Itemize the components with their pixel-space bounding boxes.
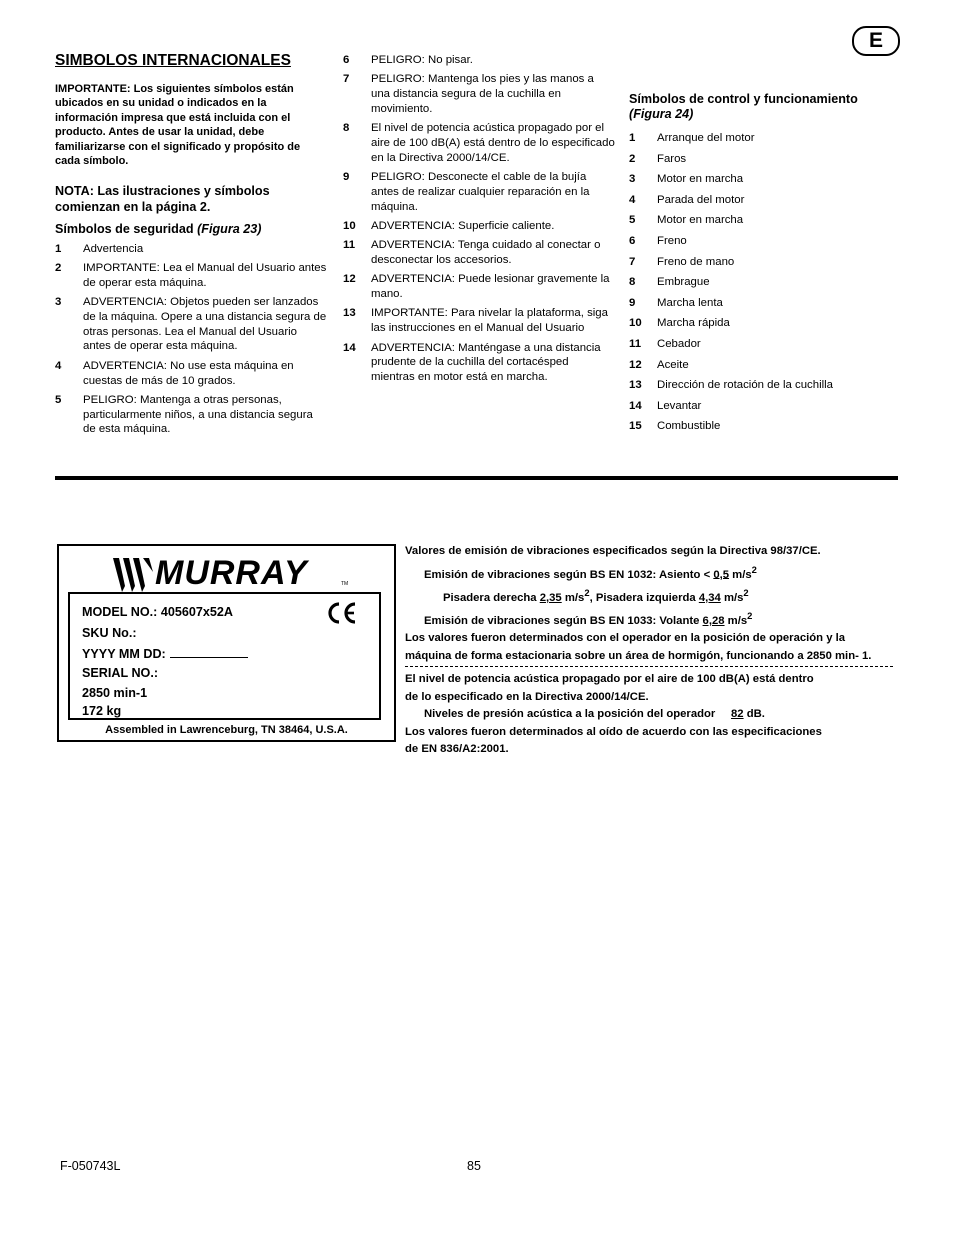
item-number: 8	[343, 122, 350, 135]
list-item	[629, 234, 897, 249]
list-item	[343, 238, 615, 268]
sound-pressure-value: 82	[731, 708, 744, 721]
list-item	[55, 359, 327, 389]
footrest-vibration: Pisadera derecha 2,35 $m/s^2$, Pisadera izquierda 4,34 $m/s^2$	[443, 586, 749, 604]
manufacture-date: YYYY MM DD:	[82, 646, 248, 661]
item-text: IMPORTANTE: Para nivelar la plataforma, siga las instrucciones en el Manual del Usuario	[371, 307, 608, 335]
section-title: SIMBOLOS INTERNACIONALES	[55, 52, 291, 69]
list-item	[629, 213, 897, 228]
item-number: 7	[629, 255, 636, 268]
safety-heading	[55, 222, 327, 237]
item-text: Motor en marcha	[657, 173, 744, 186]
engine-speed: 2850 min-1	[82, 686, 148, 700]
item-number: 10	[343, 219, 356, 232]
control-heading	[629, 92, 897, 122]
item-number: 3	[55, 296, 62, 309]
assembled-location: Assembled in Lawrenceburg, TN 38464, U.S.A.	[105, 724, 348, 736]
list-item	[629, 152, 897, 167]
item-text: ADVERTENCIA: No use esta máquina en cuestas de más de 10 grados.	[83, 359, 294, 387]
seat-value: 0,5	[713, 568, 730, 581]
item-number: 13	[629, 379, 642, 392]
column-1	[55, 52, 327, 442]
column-2	[343, 53, 615, 389]
safety-list-continued	[343, 53, 615, 385]
item-text: Freno de mano	[657, 255, 735, 268]
list-item	[55, 393, 327, 437]
item-text: ADVERTENCIA: Puede lesionar gravemente la mano.	[371, 273, 610, 301]
list-item	[629, 172, 897, 187]
emissions-block	[405, 543, 905, 759]
list-item	[343, 170, 615, 214]
control-heading-text: Símbolos de control y funcionamiento	[629, 92, 858, 106]
item-text: PELIGRO: No pisar.	[371, 54, 473, 66]
item-number: 9	[629, 296, 636, 309]
model-number: MODEL NO.: 405607x52A	[82, 605, 233, 619]
language-tab: E	[852, 26, 900, 56]
list-item	[629, 296, 897, 311]
item-text: ADVERTENCIA: Superficie caliente.	[371, 219, 555, 232]
item-text: Arranque del motor	[657, 132, 755, 144]
intro-text: IMPORTANTE: Los siguientes símbolos están ubicados en su unidad o indicados en la información impresa que está incluida con el producto. Antes de usar la unidad, debe familiarizarse con el significado y propósito de cada símbolo.	[55, 83, 301, 168]
item-text: Marcha rápida	[657, 317, 730, 330]
vibration-conditions-2: máquina de forma estacionaria sobre un área de hormigón, funcionando a 2850 min- 1.	[405, 649, 872, 662]
item-text: Marcha lenta	[657, 296, 723, 309]
item-number: 5	[629, 214, 636, 227]
control-list	[629, 131, 897, 434]
list-item	[629, 358, 897, 373]
list-item	[343, 219, 615, 234]
sound-power-1: El nivel de potencia acústica propagado por el aire de 100 dB(A) está dentro	[405, 673, 814, 686]
item-text: PELIGRO: Mantenga los pies y las manos a una distancia segura de la cuchilla en movimiento.	[371, 73, 594, 115]
item-number: 12	[343, 273, 356, 286]
svg-text:TM: TM	[341, 581, 349, 587]
left-footrest-value: 4,34	[698, 591, 721, 604]
item-text: Levantar	[657, 399, 702, 412]
note-text: NOTA: Las ilustraciones y símbolos comienzan en la página 2.	[55, 184, 270, 215]
item-text: Cebador	[657, 337, 701, 350]
vibration-directive: Valores de emisión de vibraciones especificados según la Directiva 98/37/CE.	[405, 545, 821, 557]
item-text: Aceite	[657, 358, 689, 371]
item-number: 5	[55, 393, 62, 406]
list-item	[629, 378, 897, 393]
item-number: 2	[55, 261, 62, 274]
item-number: 6	[629, 234, 636, 247]
item-number: 10	[629, 317, 642, 330]
product-label	[57, 544, 396, 742]
list-item	[629, 131, 897, 146]
item-number: 1	[629, 132, 636, 144]
svg-text:MURRAY: MURRAY	[155, 554, 308, 592]
item-text: ADVERTENCIA: Tenga cuidado al conectar o desconectar los accesorios.	[371, 239, 601, 267]
weight: 172 kg	[82, 704, 122, 718]
page-number: 85	[467, 1159, 481, 1173]
item-number: 12	[629, 358, 642, 371]
item-number: 4	[629, 193, 636, 206]
item-text: Freno	[657, 234, 687, 247]
list-item	[629, 337, 897, 352]
item-number: 7	[343, 73, 350, 86]
ce-mark-icon	[325, 600, 359, 626]
sound-conditions-2: de EN 836/A2:2001.	[405, 743, 509, 756]
sound-conditions-1: Los valores fueron determinados al oído de acuerdo con las especificaciones	[405, 725, 822, 738]
safety-heading-text: Símbolos de seguridad	[55, 221, 194, 236]
item-number: 1	[55, 242, 62, 255]
item-text: Advertencia	[83, 242, 144, 255]
item-number: 9	[343, 171, 350, 184]
item-number: 6	[343, 54, 350, 66]
safety-figure-ref: (Figura 23)	[197, 221, 262, 236]
item-text: Parada del motor	[657, 193, 745, 206]
sound-power-2: de lo especificado en la Directiva 2000/14/CE.	[405, 690, 649, 703]
list-item	[55, 295, 327, 354]
list-item	[629, 193, 897, 208]
list-item	[629, 316, 897, 331]
list-item	[343, 121, 615, 165]
safety-list	[55, 242, 327, 438]
item-number: 8	[629, 276, 636, 289]
item-text: Motor en marcha	[657, 214, 744, 227]
list-item	[343, 306, 615, 336]
steering-vibration: Emisión de vibraciones según BS EN 1033: Volante 6,28 $m/s^2$	[424, 610, 753, 627]
horizontal-divider	[55, 476, 898, 480]
label-info-box	[68, 592, 381, 720]
list-item	[629, 419, 897, 434]
item-number: 11	[343, 239, 356, 252]
item-number: 14	[343, 341, 356, 354]
list-item	[629, 255, 897, 270]
list-item	[343, 341, 615, 385]
item-text: Dirección de rotación de la cuchilla	[657, 379, 834, 392]
item-text: PELIGRO: Desconecte el cable de la bujía antes de realizar cualquier reparación en la máquina.	[371, 171, 590, 213]
item-text: Embrague	[657, 276, 710, 289]
item-number: 4	[55, 359, 62, 372]
dashed-separator	[405, 665, 893, 667]
seat-vibration: Emisión de vibraciones según BS EN 1032: Asiento < 0,5 $m/s^2$	[424, 563, 757, 581]
item-number: 11	[629, 337, 642, 350]
sku-number: SKU No.:	[82, 626, 137, 640]
item-text: IMPORTANTE: Lea el Manual del Usuario antes de operar esta máquina.	[83, 261, 327, 289]
date-blank-line	[170, 646, 248, 658]
list-item	[343, 272, 615, 302]
list-item	[343, 72, 615, 116]
sound-pressure: Niveles de presión acústica a la posición del operador 82 dB.	[424, 708, 765, 721]
column-3	[629, 92, 897, 440]
item-number: 14	[629, 399, 642, 412]
right-footrest-value: 2,35	[539, 591, 562, 604]
item-text: Faros	[657, 152, 687, 165]
item-number: 2	[629, 152, 636, 165]
list-item	[55, 261, 327, 291]
item-number: 3	[629, 173, 636, 186]
list-item	[629, 275, 897, 290]
control-figure-ref: (Figura 24)	[629, 107, 694, 121]
list-item	[343, 53, 615, 68]
item-text: El nivel de potencia acústica propagado por el aire de 100 dB(A) está dentro de lo especificado en la Directiva 2000/14/CE.	[371, 122, 615, 164]
list-item	[55, 242, 327, 257]
item-text: Combustible	[657, 420, 721, 433]
murray-logo	[109, 552, 355, 594]
document-code: F-050743L	[60, 1159, 121, 1173]
list-item	[629, 399, 897, 414]
item-number: 15	[629, 420, 642, 433]
item-text: ADVERTENCIA: Manténgase a una distancia prudente de la cuchilla del cortacésped mientras en motor está en marcha.	[371, 341, 601, 384]
item-text: ADVERTENCIA: Objetos pueden ser lanzados de la máquina. Opere a una distancia segura de otras personas. Lea el Manual del Usuario antes de operar esta máquina.	[83, 296, 327, 353]
serial-number: SERIAL NO.:	[82, 666, 159, 680]
vibration-conditions-1: Los valores fueron determinados con el operador en la posición de operación y la	[405, 632, 846, 645]
item-text: PELIGRO: Mantenga a otras personas, particularmente niños, a una distancia segura de esta máquina.	[83, 393, 313, 436]
steering-value: 6,28	[702, 614, 725, 627]
item-number: 13	[343, 307, 356, 320]
